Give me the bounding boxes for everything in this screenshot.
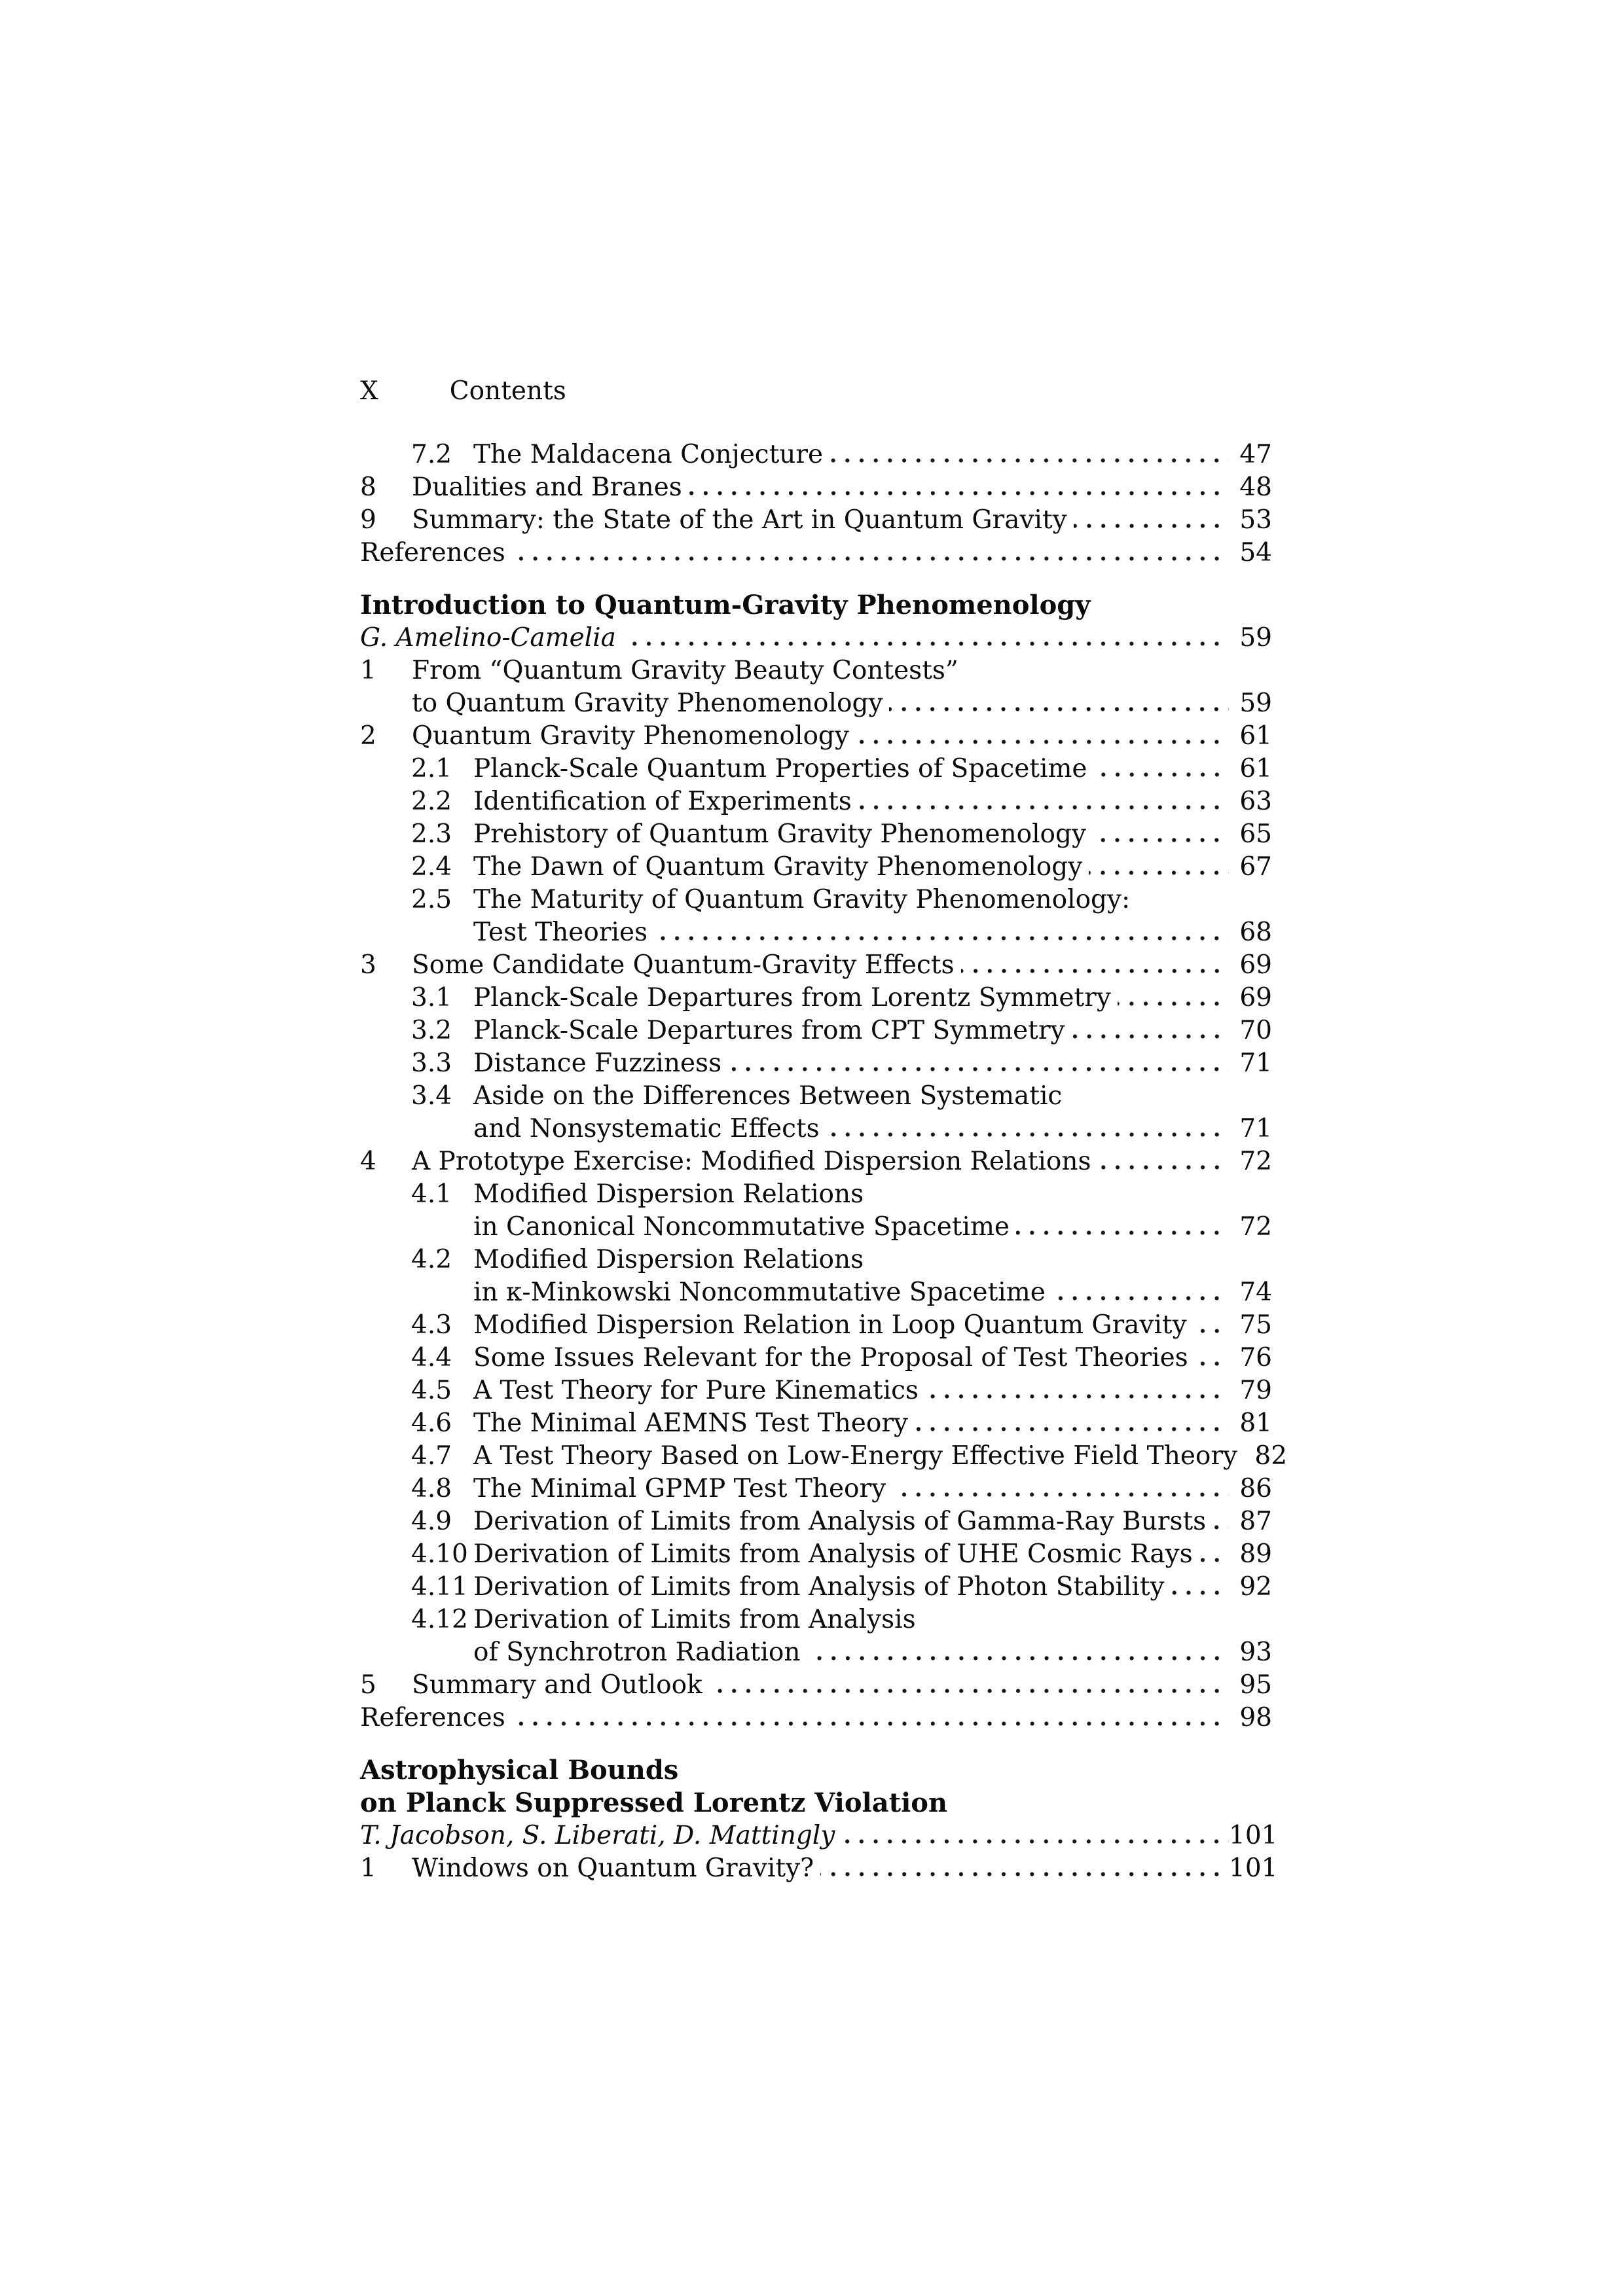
chapter-title-line bbox=[360, 589, 1272, 622]
entry-number: 2.4 bbox=[411, 852, 452, 882]
toc-entry-line bbox=[360, 655, 1272, 687]
entry-title: Astrophysical Bounds bbox=[360, 1755, 679, 1785]
entry-page-number: 70 bbox=[1239, 1016, 1272, 1045]
entry-title: on Planck Suppressed Lorentz Violation bbox=[360, 1787, 948, 1818]
toc-entry-line bbox=[360, 537, 1272, 569]
entry-page-number: 71 bbox=[1239, 1114, 1272, 1143]
dot-leader bbox=[1171, 1590, 1229, 1595]
toc-entry-line bbox=[360, 1014, 1272, 1047]
entry-number: 7.2 bbox=[411, 440, 452, 469]
toc-entry-line bbox=[360, 1244, 1272, 1276]
toc-entry-line bbox=[360, 884, 1272, 916]
entry-number: 4.1 bbox=[411, 1179, 452, 1209]
entry-number: 3.2 bbox=[411, 1016, 452, 1045]
entry-title: in κ-Minkowski Noncommutative Spacetime bbox=[473, 1278, 1046, 1307]
toc-entry-line bbox=[360, 1440, 1288, 1473]
entry-number: 2.1 bbox=[411, 754, 452, 783]
toc-entry-line bbox=[360, 982, 1272, 1014]
toc-entry-line bbox=[360, 1309, 1272, 1342]
running-head-title: Contents bbox=[449, 376, 566, 406]
entry-number: 4.8 bbox=[411, 1474, 452, 1503]
entry-page-number: 47 bbox=[1239, 440, 1272, 469]
entry-number: 3.4 bbox=[411, 1081, 452, 1111]
entry-title: Derivation of Limits from Analysis of Gamma-Ray Bursts bbox=[473, 1507, 1207, 1536]
toc-entry-line bbox=[360, 1505, 1272, 1538]
entry-number: 1 bbox=[360, 656, 376, 685]
entry-title: Dualities and Branes bbox=[412, 473, 682, 502]
dot-leader bbox=[689, 491, 1229, 495]
dot-leader bbox=[856, 740, 1229, 744]
entry-title: The Maturity of Quantum Gravity Phenomenology: bbox=[473, 885, 1131, 914]
dot-leader bbox=[512, 1721, 1229, 1726]
entry-page-number: 48 bbox=[1239, 473, 1272, 502]
entry-title: G. Amelino-Camelia bbox=[360, 623, 616, 653]
entry-title: The Minimal AEMNS Test Theory bbox=[473, 1408, 909, 1438]
entry-title: References bbox=[360, 1703, 505, 1732]
entry-page-number: 101 bbox=[1229, 1821, 1278, 1850]
entry-page-number: 65 bbox=[1239, 819, 1272, 849]
toc-entry-line bbox=[360, 916, 1272, 949]
toc-entry-line bbox=[360, 753, 1272, 785]
dot-leader bbox=[1093, 838, 1229, 842]
dot-leader bbox=[1072, 1034, 1229, 1039]
entry-title: Derivation of Limits from Analysis of Photon Stability bbox=[473, 1572, 1165, 1602]
toc-entry-line bbox=[360, 504, 1272, 537]
entry-page-number: 72 bbox=[1239, 1212, 1272, 1242]
entry-page-number: 93 bbox=[1239, 1638, 1272, 1667]
entry-page-number: 89 bbox=[1239, 1539, 1272, 1569]
entry-number: 4.4 bbox=[411, 1343, 452, 1372]
toc-entry-line bbox=[360, 439, 1272, 471]
entry-title: Test Theories bbox=[473, 918, 648, 947]
entry-number: 2.5 bbox=[411, 885, 452, 914]
toc-entry-line bbox=[360, 1636, 1272, 1669]
dot-leader bbox=[1098, 1165, 1229, 1170]
toc-entry-line bbox=[360, 1374, 1272, 1407]
entry-number: 2.3 bbox=[411, 819, 452, 849]
dot-leader bbox=[1118, 1001, 1229, 1006]
entry-page-number: 63 bbox=[1239, 787, 1272, 816]
entry-number: 1 bbox=[360, 1854, 376, 1883]
entry-title: Modified Dispersion Relations bbox=[473, 1245, 864, 1274]
dot-leader bbox=[858, 805, 1229, 810]
entry-page-number: 82 bbox=[1254, 1441, 1288, 1471]
table-of-contents bbox=[360, 439, 1288, 1885]
running-head bbox=[360, 375, 1272, 408]
entry-title: Derivation of Limits from Analysis of UHE Cosmic Rays bbox=[473, 1539, 1193, 1569]
entry-page-number: 53 bbox=[1239, 505, 1272, 535]
page-folio: X bbox=[360, 376, 378, 406]
entry-title: References bbox=[360, 538, 505, 567]
dot-leader bbox=[1194, 1329, 1229, 1333]
dot-leader bbox=[807, 1656, 1229, 1660]
entry-number: 4.11 bbox=[411, 1572, 468, 1602]
entry-page-number: 79 bbox=[1239, 1376, 1272, 1405]
toc-entry-line bbox=[360, 1669, 1272, 1702]
dot-leader bbox=[512, 556, 1229, 561]
entry-number: 4.2 bbox=[411, 1245, 452, 1274]
toc-entry-line bbox=[360, 1276, 1272, 1309]
chapter-title-line bbox=[360, 1754, 1272, 1787]
entry-title: Aside on the Differences Between Systematic bbox=[473, 1081, 1063, 1111]
entry-title: The Minimal GPMP Test Theory bbox=[473, 1474, 886, 1503]
entry-number: 4 bbox=[360, 1147, 376, 1176]
entry-number: 2 bbox=[360, 721, 376, 751]
entry-title: The Maldacena Conjecture bbox=[473, 440, 824, 469]
entry-title: and Nonsystematic Effects bbox=[473, 1114, 820, 1143]
toc-entry-line bbox=[360, 1571, 1272, 1604]
toc-entry-line bbox=[360, 1538, 1272, 1571]
entry-number: 4.12 bbox=[411, 1605, 468, 1634]
entry-page-number: 87 bbox=[1239, 1507, 1272, 1536]
toc-gap bbox=[360, 1734, 1272, 1754]
entry-page-number: 59 bbox=[1239, 689, 1272, 718]
entry-page-number: 67 bbox=[1239, 852, 1272, 882]
toc-entry-line bbox=[360, 1178, 1272, 1211]
entry-title: Some Issues Relevant for the Proposal of Test Theories bbox=[473, 1343, 1188, 1372]
entry-number: 4.5 bbox=[411, 1376, 452, 1405]
entry-title: Derivation of Limits from Analysis bbox=[473, 1605, 916, 1634]
dot-leader bbox=[1052, 1296, 1229, 1300]
entry-title: Prehistory of Quantum Gravity Phenomenology bbox=[473, 819, 1087, 849]
toc-entry-line bbox=[360, 851, 1272, 884]
entry-page-number: 71 bbox=[1239, 1049, 1272, 1078]
entry-title: Summary and Outlook bbox=[412, 1670, 702, 1700]
dot-leader bbox=[826, 1132, 1229, 1137]
entry-title: T. Jacobson, S. Liberati, D. Mattingly bbox=[360, 1821, 835, 1850]
entry-number: 4.9 bbox=[411, 1507, 452, 1536]
dot-leader bbox=[1074, 524, 1229, 528]
chapter-author-line bbox=[360, 622, 1272, 655]
entry-page-number: 54 bbox=[1239, 538, 1272, 567]
entry-number: 4.6 bbox=[411, 1408, 452, 1438]
toc-entry-line bbox=[360, 1473, 1272, 1505]
dot-leader bbox=[915, 1427, 1229, 1431]
entry-page-number: 61 bbox=[1239, 721, 1272, 751]
entry-number: 2.2 bbox=[411, 787, 452, 816]
entry-title: Planck-Scale Departures from Lorentz Symmetry bbox=[473, 983, 1111, 1013]
entry-number: 9 bbox=[360, 505, 376, 535]
toc-entry-line bbox=[360, 1852, 1278, 1885]
toc-entry-line bbox=[360, 1407, 1272, 1440]
entry-title: Some Candidate Quantum-Gravity Effects bbox=[412, 950, 955, 980]
toc-entry-line bbox=[360, 1080, 1272, 1113]
entry-title: Modified Dispersion Relation in Loop Quantum Gravity bbox=[473, 1310, 1187, 1340]
text-block bbox=[360, 375, 1288, 1885]
entry-title: in Canonical Noncommutative Spacetime bbox=[473, 1212, 1010, 1242]
dot-leader bbox=[1016, 1230, 1229, 1235]
entry-number: 3.1 bbox=[411, 983, 452, 1013]
dot-leader bbox=[841, 1839, 1229, 1844]
toc-gap bbox=[360, 569, 1272, 589]
entry-page-number: 75 bbox=[1239, 1310, 1272, 1340]
dot-leader bbox=[709, 1689, 1229, 1693]
entry-number: 4.7 bbox=[411, 1441, 452, 1471]
toc-entry-line bbox=[360, 818, 1272, 851]
entry-page-number: 74 bbox=[1239, 1278, 1272, 1307]
entry-title: Introduction to Quantum-Gravity Phenomenology bbox=[360, 590, 1091, 620]
entry-number: 3.3 bbox=[411, 1049, 452, 1078]
dot-leader bbox=[892, 1492, 1229, 1497]
entry-page-number: 69 bbox=[1239, 983, 1272, 1013]
entry-title: Quantum Gravity Phenomenology bbox=[412, 721, 849, 751]
entry-title: to Quantum Gravity Phenomenology bbox=[412, 689, 883, 718]
entry-title: Modified Dispersion Relations bbox=[473, 1179, 864, 1209]
entry-title: of Synchrotron Radiation bbox=[473, 1638, 801, 1667]
dot-leader bbox=[623, 641, 1229, 646]
toc-entry-line bbox=[360, 1604, 1272, 1636]
entry-page-number: 59 bbox=[1239, 623, 1272, 653]
entry-page-number: 81 bbox=[1239, 1408, 1272, 1438]
entry-page-number: 101 bbox=[1229, 1854, 1278, 1883]
dot-leader bbox=[1195, 1361, 1229, 1366]
chapter-author-line bbox=[360, 1820, 1278, 1852]
toc-entry-line bbox=[360, 1211, 1272, 1244]
entry-title: Windows on Quantum Gravity? bbox=[412, 1854, 814, 1883]
dot-leader bbox=[1094, 772, 1229, 777]
entry-number: 4.10 bbox=[411, 1539, 468, 1569]
dot-leader bbox=[925, 1394, 1229, 1399]
toc-entry-line bbox=[360, 687, 1272, 720]
dot-leader bbox=[728, 1067, 1229, 1071]
entry-title: The Dawn of Quantum Gravity Phenomenology bbox=[473, 852, 1083, 882]
toc-entry-line bbox=[360, 1047, 1272, 1080]
dot-leader bbox=[889, 707, 1229, 711]
entry-page-number: 68 bbox=[1239, 918, 1272, 947]
toc-entry-line bbox=[360, 720, 1272, 753]
toc-entry-line bbox=[360, 1342, 1272, 1374]
entry-number: 3 bbox=[360, 950, 376, 980]
entry-number: 5 bbox=[360, 1670, 376, 1700]
entry-title: Planck-Scale Departures from CPT Symmetry bbox=[473, 1016, 1065, 1045]
toc-entry-line bbox=[360, 1702, 1272, 1734]
entry-title: Planck-Scale Quantum Properties of Spacetime bbox=[473, 754, 1087, 783]
entry-title: Identification of Experiments bbox=[473, 787, 852, 816]
toc-entry-line bbox=[360, 785, 1272, 818]
entry-title: A Test Theory Based on Low-Energy Effective Field Theory bbox=[473, 1441, 1238, 1471]
entry-page-number: 95 bbox=[1239, 1670, 1272, 1700]
entry-title: A Prototype Exercise: Modified Dispersion Relations bbox=[412, 1147, 1091, 1176]
dot-leader bbox=[820, 1872, 1229, 1876]
entry-page-number: 61 bbox=[1239, 754, 1272, 783]
entry-page-number: 98 bbox=[1239, 1703, 1272, 1732]
entry-page-number: 72 bbox=[1239, 1147, 1272, 1176]
chapter-title-line bbox=[360, 1787, 1272, 1820]
dot-leader bbox=[961, 969, 1229, 973]
entry-page-number: 92 bbox=[1239, 1572, 1272, 1602]
entry-number: 4.3 bbox=[411, 1310, 452, 1340]
toc-entry-line bbox=[360, 949, 1272, 982]
entry-page-number: 76 bbox=[1239, 1343, 1272, 1372]
dot-leader bbox=[1199, 1558, 1229, 1562]
entry-title: Summary: the State of the Art in Quantum Gravity bbox=[412, 505, 1067, 535]
entry-title: From “Quantum Gravity Beauty Contests” bbox=[412, 656, 958, 685]
entry-title: A Test Theory for Pure Kinematics bbox=[473, 1376, 919, 1405]
dot-leader bbox=[830, 458, 1229, 463]
toc-entry-line bbox=[360, 1145, 1272, 1178]
toc-entry-line bbox=[360, 1113, 1272, 1145]
toc-entry-line bbox=[360, 471, 1272, 504]
dot-leader bbox=[1089, 870, 1229, 875]
entry-title: Distance Fuzziness bbox=[473, 1049, 722, 1078]
entry-page-number: 69 bbox=[1239, 950, 1272, 980]
entry-page-number: 86 bbox=[1239, 1474, 1272, 1503]
dot-leader bbox=[654, 936, 1229, 941]
entry-number: 8 bbox=[360, 473, 376, 502]
dot-leader bbox=[1213, 1525, 1229, 1530]
